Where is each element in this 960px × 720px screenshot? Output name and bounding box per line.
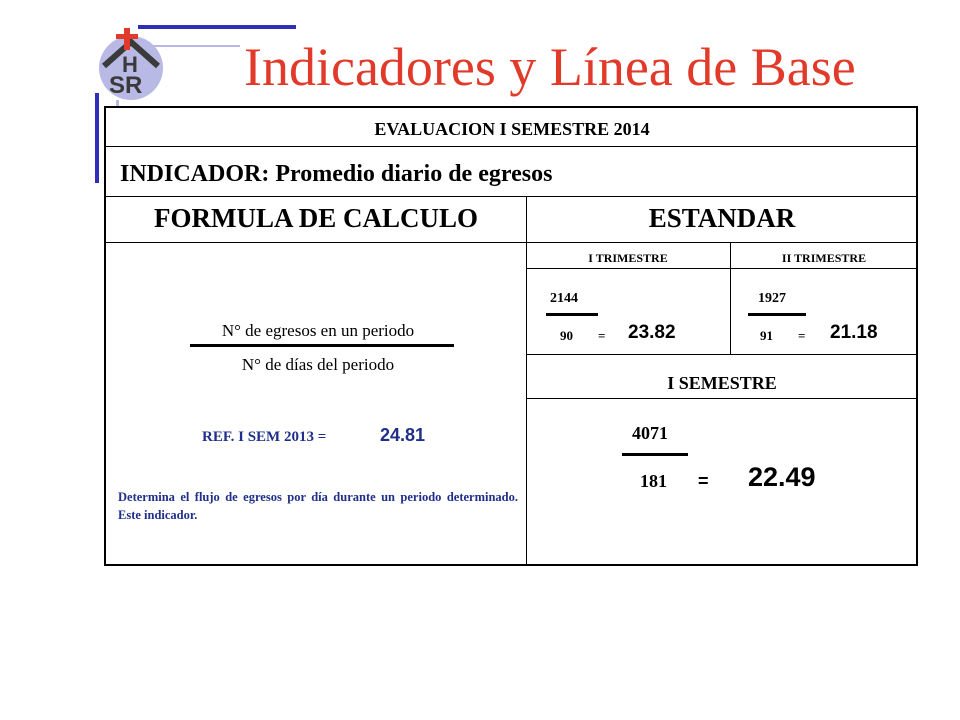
quarter-1-label: I TRIMESTRE bbox=[588, 251, 668, 265]
quarter-2-fraction-bar bbox=[748, 313, 806, 316]
semester-label: I SEMESTRE bbox=[667, 373, 777, 393]
divider-indicator bbox=[106, 196, 918, 197]
quarter-2-equals: = bbox=[798, 328, 806, 343]
indicator-description: Determina el flujo de egresos por día durante un periodo determinado. Este indicador. bbox=[118, 490, 518, 523]
quarter-2-denominator: 91 bbox=[760, 328, 773, 343]
logo-text-bottom: SR bbox=[109, 72, 143, 99]
divider-semester-label bbox=[526, 398, 918, 399]
quarter-1-result: 23.82 bbox=[628, 322, 676, 343]
reference-value: 24.81 bbox=[380, 425, 426, 445]
quarter-1-fraction-bar bbox=[546, 313, 598, 316]
semester-equals: = bbox=[698, 471, 709, 491]
divider-quarter-vertical bbox=[730, 242, 731, 354]
semester-result: 22.49 bbox=[748, 462, 816, 492]
divider-columns bbox=[106, 242, 918, 243]
divider-header bbox=[106, 146, 918, 147]
quarter-1-equals: = bbox=[598, 328, 606, 343]
indicator-title: INDICADOR: Promedio diario de egresos bbox=[120, 161, 553, 187]
quarter-1-denominator: 90 bbox=[560, 328, 573, 343]
indicator-table bbox=[104, 106, 918, 566]
quarter-2-result: 21.18 bbox=[830, 322, 878, 343]
semester-fraction-bar bbox=[622, 453, 688, 456]
logo-text-top: H bbox=[122, 52, 138, 77]
page-title: Indicadores y Línea de Base bbox=[244, 37, 856, 97]
evaluation-header: EVALUACION I SEMESTRE 2014 bbox=[374, 119, 650, 139]
formula-fraction-bar bbox=[190, 344, 454, 347]
reference-label: REF. I SEM 2013 = bbox=[202, 429, 327, 445]
divider-quarter-labels bbox=[526, 268, 918, 269]
quarter-1-numerator: 2144 bbox=[550, 291, 578, 306]
quarter-2-label: II TRIMESTRE bbox=[781, 251, 867, 265]
quarter-2-numerator: 1927 bbox=[758, 291, 786, 306]
formula-numerator: N° de egresos en un periodo bbox=[221, 321, 415, 340]
standard-column-header: ESTANDAR bbox=[648, 203, 796, 233]
semester-denominator: 181 bbox=[640, 471, 667, 491]
divider-quarter-values bbox=[526, 354, 918, 355]
decor-line-left bbox=[95, 93, 99, 183]
formula-column-header: FORMULA DE CALCULO bbox=[153, 203, 479, 233]
divider-main-vertical bbox=[526, 196, 527, 566]
formula-denominator: N° de días del periodo bbox=[241, 355, 395, 374]
semester-numerator: 4071 bbox=[632, 423, 668, 443]
hospital-logo bbox=[94, 28, 168, 102]
